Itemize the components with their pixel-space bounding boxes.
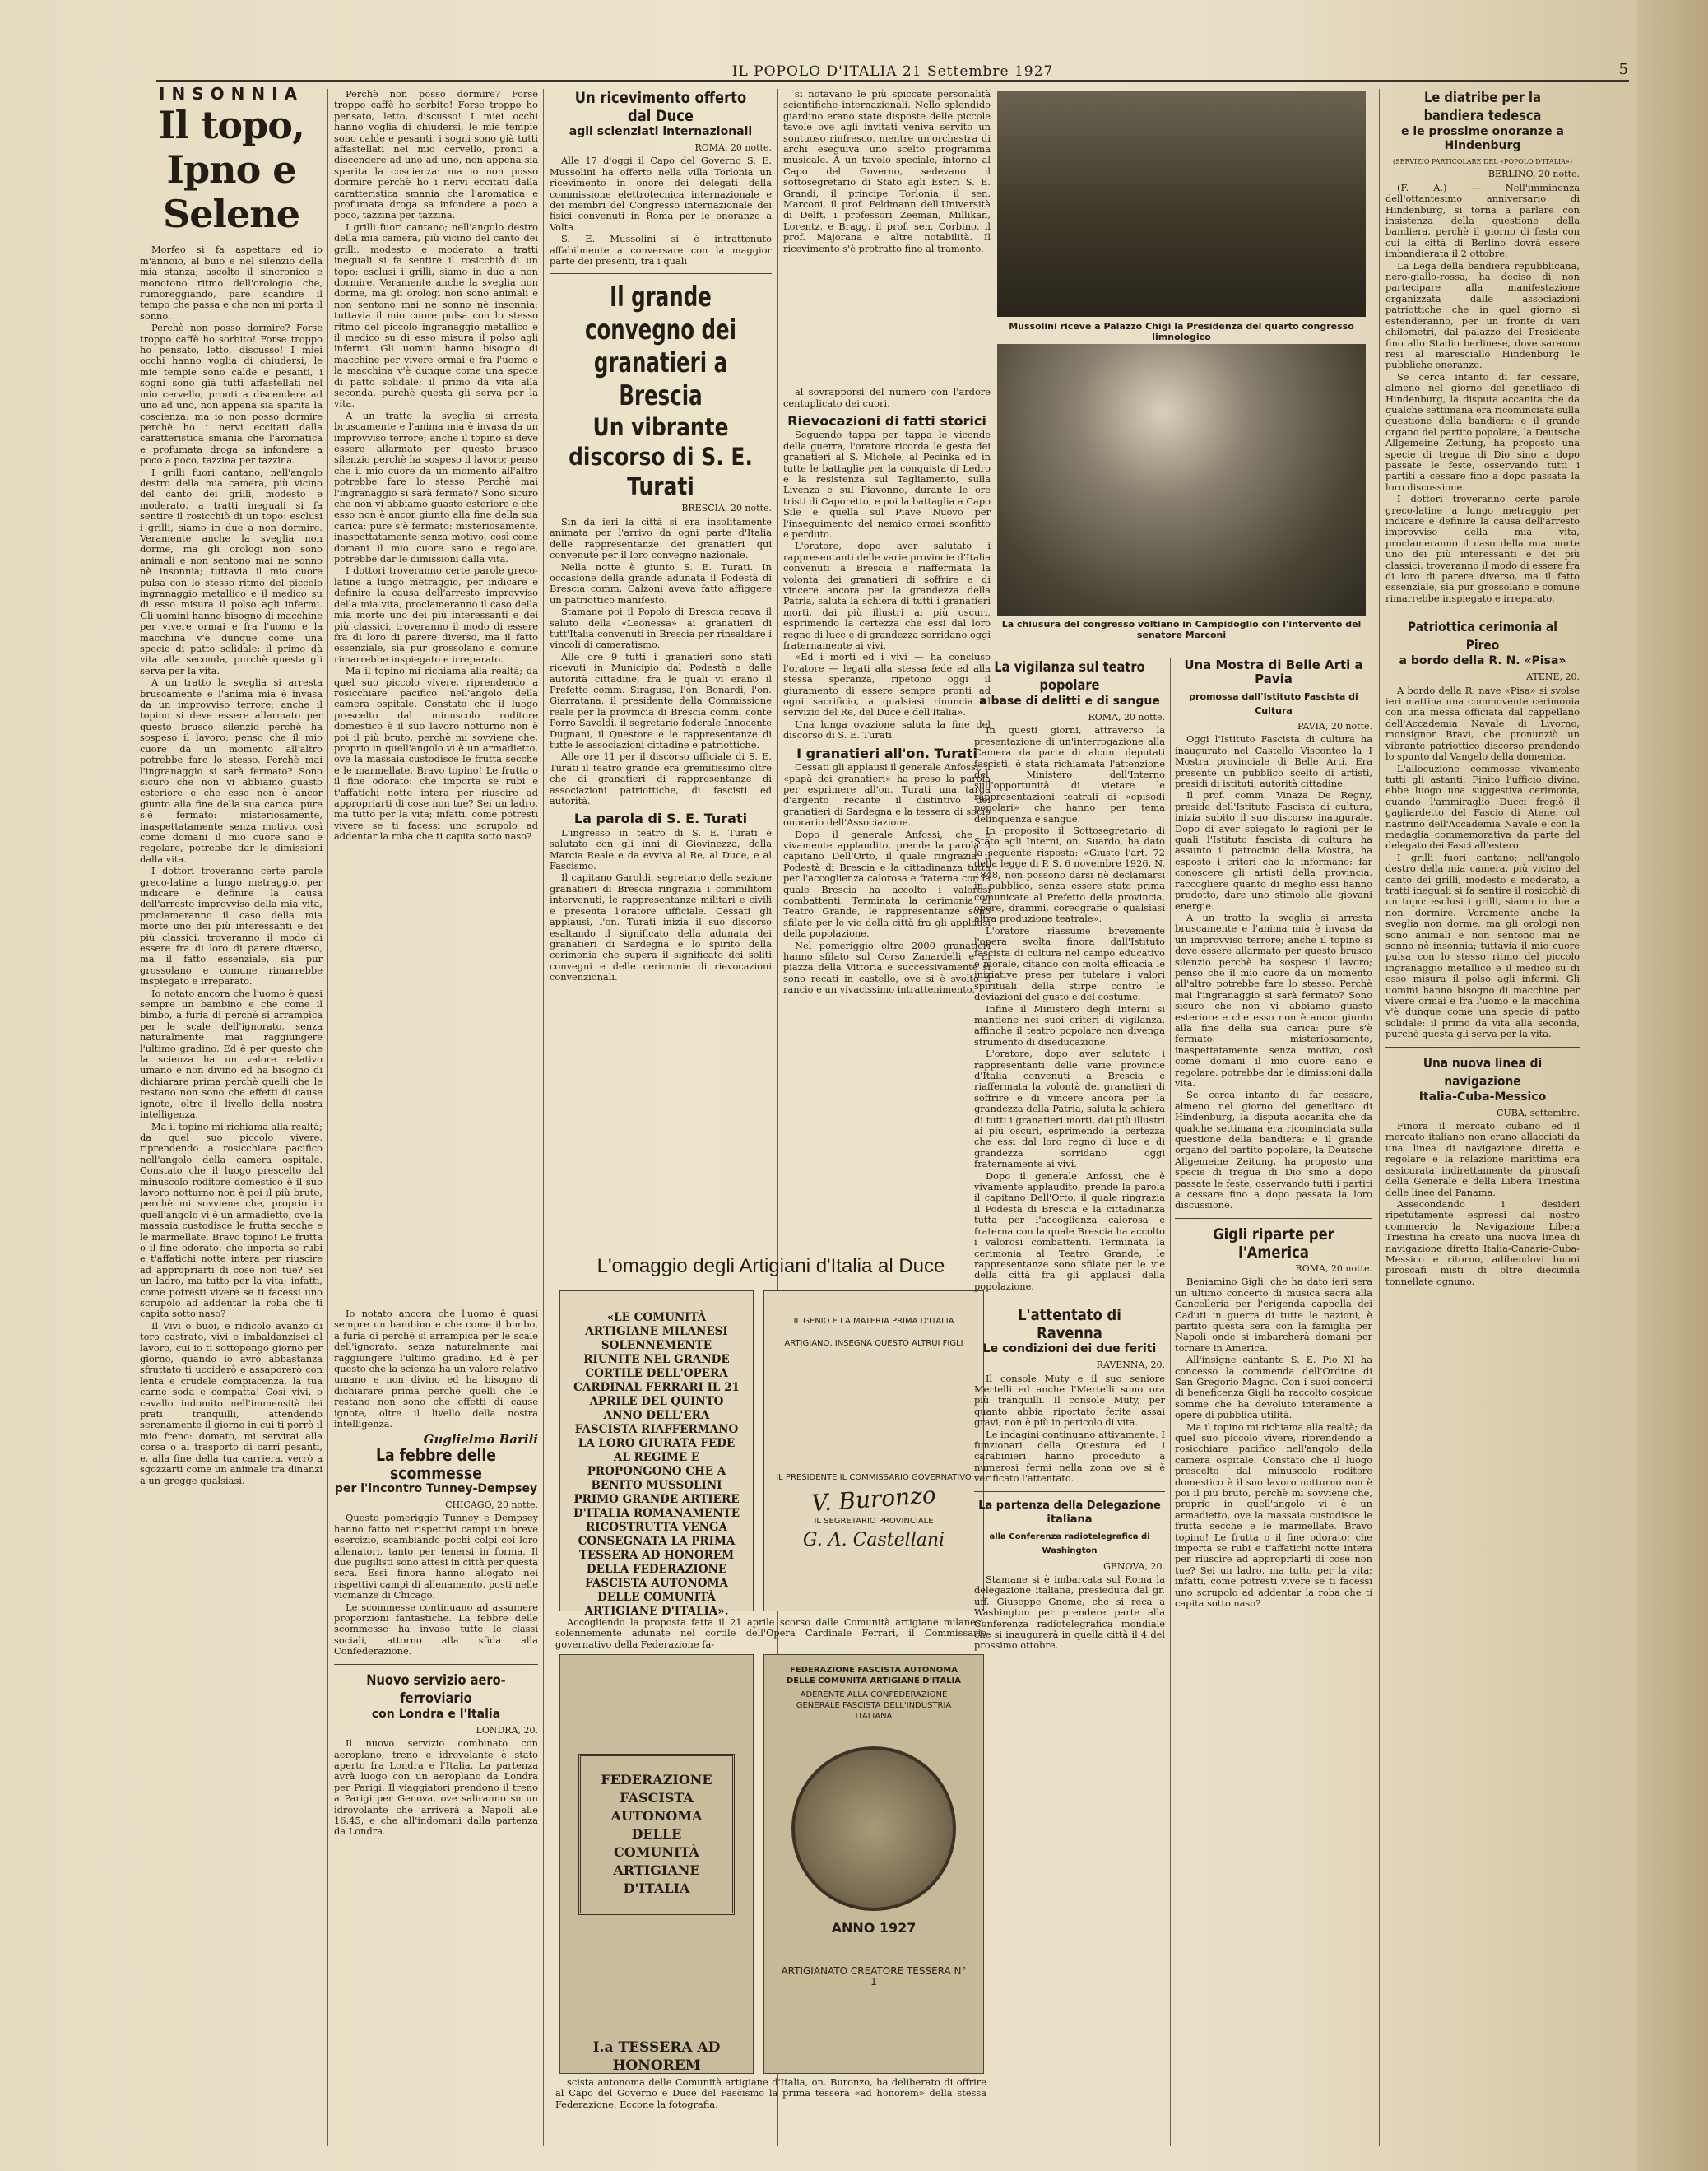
paragraph: Oggi l'Istituto Fascista di cultura ha inaugurato nel Castello Visconteo la I Mostra provinciale di Belle Arti. Era presente un pubblico scelto di artisti, presidi di istituti, autorità cittadine. xyxy=(1175,733,1372,790)
paragraph: scista autonoma delle Comunità artigiane d'Italia, on. Buronzo, ha deliberato di offrire al Capo del Governo e Duce del Fascismo la prima tessera «ad honorem» della stessa Federazione. Eccone la fotografia. xyxy=(555,2076,986,2110)
subheadline: e le prossime onoranze a Hindenburg xyxy=(1401,125,1564,152)
headline: Patriottica cerimonia al Pireo xyxy=(1407,619,1557,653)
signature-buronzo: V. Buronzo xyxy=(810,1481,937,1518)
paragraph: Il nuovo servizio combinato con aeroplano, treno e idrovolante è stato aperto fra Londra e l'Italia. La partenza avrà luogo con un aeroplano da Londra per Parigi. Il viaggiatori prendono il treno a Parigi per Genova, ove saliranno su un idrovolante che arriverà a Napoli alle 16.45, e che all'indomani dalla partenza da Londra. xyxy=(334,1737,538,1838)
secretary-label: IL SEGRETARIO PROVINCIALE xyxy=(814,1517,934,1526)
subheadline: I granatieri all'on. Turati xyxy=(796,745,977,761)
paragraph: Perchè non posso dormire? Forse troppo caffè ho sorbito! Forse troppo ho pensato, letto, discusso! I miei occhi hanno voglia di chiudersi, le mie tempie sono calde e pesanti, i sogni sono già tutti affastellati nel mio cervello, pronti a discendere ad uno ad uno, non appena sia sparita la coscienza: ma io non posso dormire perchè ho i nervi eccitati dalla caratteristica smania che l'aromatica e profumata droga sa infondere a poco a poco, tazzina per tazzina. xyxy=(140,322,323,467)
dateline: CHICAGO, 20 notte. xyxy=(445,1499,538,1510)
paragraph: A un tratto la sveglia si arresta bruscamente e l'anima mia è invasa da un improvviso terrore; anche il topino si deve essere allarmato per questo brusco silenzio perchè ha sospeso il lavoro; penso che il mio cuore da un momento all'altro potrebbe fare lo stesso. Perchè mai l'ingranaggio si sarà fermato? Sono sicuro che non vi abbiamo guasto esteriore e che esso non è ancor giunto alla fine della sua carica: pure s'è fermato: misteriosamente, inaspettatamente senza motivo, così come domani il mio cuore sano e regolare, potrebbe dar le dimissioni dalla vita. xyxy=(140,676,323,865)
headline: Le diatribe per la bandiera tedesca xyxy=(1423,90,1542,124)
paragraph: I dottori troveranno certe parole greco-latine a lungo metraggio, per indicare e definire la causa dell'arresto improvviso della mia vita, proclameranno il caso della mia morte uno dei più interessanti e dei più classici, troveranno il modo di essere fra di loro di parere diverso, ma il fatto essenziale, sia pur grossolano e comune rimarrebbe inspiegato e irreparato. xyxy=(334,565,538,665)
subheadline: per l'incontro Tunney-Dempsey xyxy=(334,1482,538,1495)
paragraph: L'oratore riassume brevemente l'opera svolta finora dall'Istituto fascista di cultura nel campo educativo e morale, citando con molta efficacia le iniziative prese per tutelare i valori spirituali della stirpe contro le deviazioni del gusto e del costume. xyxy=(974,924,1165,1003)
dateline: ROMA, 20 notte. xyxy=(1295,1262,1372,1274)
resolution-text: «LE COMUNITÀ ARTIGIANE MILANESI SOLENNEMENTE RIUNITE NEL GRANDE CORTILE DELL'OPERA CARDINAL FERRARI IL 21 APRILE DEL QUINTO ANNO DELL'ERA FASCISTA RIAFFERMANO LA LORO GIURATA FEDE AL REGIME E PROPONGONO CHE A BENITO MUSSOLINI PRIMO GRANDE ARTIERE D'ITALIA ROMANAMENTE RICOSTRUTTA VENGA CONSEGNATA LA PRIMA TESSERA AD HONOREM DELLA FEDERAZIONE FASCISTA AUTONOMA DELLE COMUNITÀ ARTIGIANE D'ITALIA». xyxy=(573,1311,740,1618)
column-pavia xyxy=(1175,658,1372,2146)
dateline: RAVENNA, 20. xyxy=(1096,1360,1165,1371)
subheadline: Italia-Cuba-Messico xyxy=(1418,1090,1547,1104)
paragraph: Alle 17 d'oggi il Capo del Governo S. E. Mussolini ha offerto nella villa Torlonia un ricevimento in onore dei delegati della commissione elettrotecnica internazionale e dei membri del Congresso internazionale dei fisici convenuti in Roma per le onoranze a Volta. xyxy=(550,155,772,233)
subheadline: alla Conferenza radiotelegrafica di Washington xyxy=(989,1532,1150,1555)
dateline: ROMA, 20 notte. xyxy=(1088,712,1165,723)
motto-sub: ARTIGIANO, INSEGNA QUESTO ALTRUI FIGLI xyxy=(784,1339,963,1348)
column-insonnia xyxy=(140,84,323,2146)
paragraph: I dottori troveranno certe parole greco-latine a lungo metraggio, per indicare e definire la causa dell'arresto improvviso della mia vita, proclameranno il caso della mia morte uno dei più interessanti e dei più classici, troveranno il modo di essere fra di loro di parere diverso, ma il fatto essenziale, sia pur grossolano e comune rimarrebbe inspiegato e irreparato. xyxy=(140,865,323,988)
document-signatures xyxy=(763,1290,984,1611)
subheadline: a base di delitti e di sangue xyxy=(979,695,1160,708)
page-number: 5 xyxy=(1618,61,1629,78)
paragraph: Morfeo si fa aspettare ed io m'annoio, al buio e nel silenzio della mia stanza; ascolto il sincronico e monotono ritmo dell'orologio che, rumoreggiando, pare scandire il tempo che passa e che non mi porta il sonno. xyxy=(140,244,323,322)
column-rule xyxy=(1379,89,1380,2146)
paragraph: L'oratore, dopo aver salutato i rappresentanti delle varie provincie d'Italia convenuti a Brescia e riaffermata la volontà dei granatieri di soffrire e di vincere ancora per la grandezza della Patria, saluta la schiera di tutti i granatieri morti, dai più illustri ai più oscuri, esprimendo la certezza che essi dal loro regno di luce e di grandezza sorridano oggi fraternamente ai vivi. xyxy=(974,1048,1165,1170)
card-number: ARTIGIANATO CREATORE TESSERA N° 1 xyxy=(781,1965,967,1987)
column-insonnia-cont xyxy=(334,89,538,1348)
paragraph: I grilli fuori cantano; nell'angolo destro della mia camera, più vicino del canto dei grilli, modesto e moderato, a tratti ineguali si fa sentire il rosicchiò di un topo: esclusi i grilli, siamo in due a non dormire. Veramente anche la sveglia non dorme, ma gli orologi non sono animali e non sentono mai ne sonno nè insonnia; tuttavia il mio cuore pulsa con lo stesso ritmo del piccolo ingranaggio metallico e il medico su di esso misura il polso agli infermi. Gli uomini hanno bisogno di macchine per vivere ormai e fra l'uomo e la macchina v'è dunque come una specie di patto solidale: il primo dà vita alla seconda, purchè questa gli serva per la vita. xyxy=(334,221,538,410)
paragraph: Sin da ieri la città si era insolitamente animata per l'arrivo da ogni parte d'Italia delle rappresentanze dei granatieri qui convenute per il loro convegno nazionale. xyxy=(550,515,772,561)
membership-card-front xyxy=(559,1654,754,2074)
paragraph: S. E. Mussolini si è intrattenuto affabilmente a conversare con la maggior parte dei presenti, tra i quali xyxy=(550,233,772,267)
photo-caption: Mussolini riceve a Palazzo Chigi la Presidenza del quarto congresso limnologico xyxy=(1009,321,1354,342)
paragraph: Cessati gli applausi il generale Anfossi, il «papà dei granatieri» ha preso la parola per esprimere all'on. Turati una targa d'argento recante il distintivo dei granatieri di Sardegna e la tessera di socio onorario dell'Associazione. xyxy=(783,761,991,829)
motto: IL GENIO E LA MATERIA PRIMA D'ITALIA xyxy=(793,1317,954,1326)
headline: L'attentato di Ravenna xyxy=(1018,1306,1121,1343)
paragraph: A bordo della R. nave «Pisa» si svolse ieri mattina una commovente cerimonia con una messa officiata dal cappellano dell'Accademia Navale di Livorno, monsignor Bravi, che pronunziò un vibrante patriottico discorso prendendo lo spunto dal Vangelo della domenica. xyxy=(1385,684,1580,763)
headline: Un ricevimento offerto dal Duce xyxy=(574,89,747,125)
headline: Gigli riparte per l'America xyxy=(1213,1225,1334,1262)
feature-footer xyxy=(555,2077,986,2135)
paragraph: La Lega della bandiera repubblicana, nero-giallo-rossa, ha deciso di non partecipare alla manifestazione organizzata dalle associazioni patriottiche che in quel giorno si estenderanno, per un fronte di vari chilometri, dal palazzo del Presidente fino allo Stadio berlinese, dove saranno resi al maresciallo Hindenburg le pubbliche onoranze. xyxy=(1385,259,1580,371)
subheadline: agli scienziati internazionali xyxy=(569,125,753,138)
headline: La partenza della Delegazione italiana xyxy=(978,1499,1161,1526)
paragraph: Infine il Ministero degli Interni si mantiene nei suoi criteri di vigilanza, affinchè il teatro popolare non divenga strumento di diseducazione. xyxy=(974,1002,1165,1048)
dateline: BERLINO, 20 notte. xyxy=(1488,169,1580,180)
column-rule xyxy=(543,89,544,2146)
masthead-title: IL POPOLO D'ITALIA 21 Settembre 1927 xyxy=(731,63,1054,80)
paragraph: I grilli fuori cantano; nell'angolo destro della mia camera, più vicino del canto dei grilli, modesto e moderato, a tratti ineguali si fa sentire il rosicchiò di un topo: esclusi i grilli, siamo in due a non dormire. Veramente anche la sveglia non dorme, ma gli orologi non sono animali e non sentono mai ne sonno nè insonnia; tuttavia il mio cuore pulsa con lo stesso ritmo del piccolo ingranaggio metallico e il medico su di esso misura il polso agli infermi. Gli uomini hanno bisogno di macchine per vivere ormai e fra l'uomo e la macchina v'è dunque come una specie di patto solidale: il primo dà vita alla seconda, purchè questa gli serva per la vita. xyxy=(1385,851,1580,1040)
paragraph: Io notato ancora che l'uomo è quasi sempre un bambino e che come il bimbo, a furia di perchè si arrampica per le scale dell'ignorato, senza naturalmente mai raggiungere l'ultimo gradino. Ed è per questo che la scienza ha un valore relativo umano e non divino ed ha bisogno di dichiarare prima perchè quelli che le restano non sono che effetti di cause ignote, oltre il livello della nostra intelligenza. xyxy=(334,1308,538,1430)
paragraph: Seguendo tappa per tappa le vicende della guerra, l'oratore ricorda le gesta dei granatieri al S. Michele, al Pecinka ed in tutte le battaglie per la conquista di Ledro e la resistenza sul Tagliamento, sulla Livenza e sul Piavonno, durante le ore tristi di Caporetto, e poi la battaglia a Capo Sile e quella sul Piave Nuovo per l'inseguimento del nemico ormai sconfitto e perduto. xyxy=(783,429,991,540)
paragraph: Il prof. comm. Vinaza De Regny, preside dell'Istituto Fascista di cultura, inizia subito il suo discorso inaugurale. Dopo di aver spiegato le ragioni per le quali l'Istituto fascista di cultura ha assunto il patrocinio della Mostra, ha esposto i criteri che la informano: far conoscere gli artisti della provincia, raccogliere quanto di meglio essi hanno prodotto, dare uno stimolo alle giovani energie. xyxy=(1175,789,1372,912)
paragraph: Dopo il generale Anfossi, che è vivamente applaudito, prende la parola il capitano Dell'Orto, il quale ringrazia il Podestà di Brescia e la cittadinanza tutta per l'accoglienza calorosa e fraterna con la quale Brescia ha accolto i valorosi combattenti. Terminata la cerimonia al Teatro Grande, le rappresentanze sono sfilate per le vie della città fra gli applausi della popolazione. xyxy=(974,1169,1165,1292)
paragraph: L'oratore, dopo aver salutato i rappresentanti delle varie provincie d'Italia convenuti a Brescia e riaffermata la volontà dei granatieri di soffrire e di vincere ancora per la grandezza della Patria, saluta la schiera di tutti i granatieri morti, dai più illustri ai più oscuri, esprimendo la certezza che essi dal loro regno di luce e di grandezza sorridano oggi fraternamente ai vivi. xyxy=(783,540,991,652)
paragraph: Il capitano Garoldi, segretario della sezione granatieri di Brescia ringrazia i commilitoni intervenuti, le rappresentanze militari e civili e presenta l'oratore ufficiale. Cessati gli applausi, l'on. Turati inizia il suo discorso esaltando il significato della adunata dei granatieri di Sardegna e lo spirito della cerimonia che supera il significato dei soliti convegni e delle cerimonie di rievocazioni convenzionali. xyxy=(550,872,772,983)
dateline: ATENE, 20. xyxy=(1526,672,1580,683)
paragraph: All'insigne cantante S. E. Pio XI ha concesso la commenda dell'Ordine di San Gregorio Magno. Con i suoi concerti di beneficenza Gigli ha raccolto cospicue somme che ha devoluto interamente a opere di pubblica utilità. xyxy=(1175,1354,1372,1421)
paragraph: Stamane si è imbarcata sul Roma la delegazione italiana, presieduta dal gr. uff. Giuseppe Gneme, che si reca a Washington per prendere parte alla Conferenza radiotelegrafica mondiale che si inaugurerà in quella città il 4 del prossimo ottobre. xyxy=(974,1574,1165,1652)
paragraph: L'allocuzione commosse vivamente tutti gli astanti. Finito l'ufficio divino, ebbe luogo una suggestiva cerimonia, quando l'ammiraglio Ducci fregiò il gagliardetto del Fascio di Atene, col nastrino dell'Accademia Navale e con la medaglia commemorativa da parte del delegato dei Fasci all'estero. xyxy=(1385,762,1580,852)
paragraph: Se cerca intanto di far cessare, almeno nel giorno del genetliaco di Hindenburg, la disputa accanita che da qualche settimana era ricominciata sulla questione della bandiera: e il grande organo del partito popolare, la Deutsche Allgemeine Zeitung, ha proposto una specie di tregua di Dio sino a dopo passate le feste, osservando tutti i partiti a cessare fino a dopo passata la loro discussione. xyxy=(1385,370,1580,493)
signature-castellani: G. A. Castellani xyxy=(802,1530,945,1550)
paragraph: L'ingresso in teatro di S. E. Turati è salutato con gli inni di Giovinezza, della Marcia Reale e da evviva al Re, al Duce, e al Fascismo. xyxy=(550,826,772,872)
subheadline: con Londra e l'Italia xyxy=(371,1707,501,1721)
paragraph: Beniamino Gigli, che ha dato ieri sera un ultimo concerto di musica sacra alla Cancelleria per l'erigenda cappella dei Caduti in guerra di tutte le nazioni, è partito questa sera con la famiglia per Napoli onde si imbarcherà domani per tornare in America. xyxy=(1175,1276,1372,1354)
author-signature: Guglielmo Barili xyxy=(423,1432,538,1448)
paragraph: Le scommesse continuano ad assumere proporzioni fantastiche. La febbre delle scommesse ha invaso tutte le classi sociali, attorno alla sfida alla Confederazione. xyxy=(334,1601,538,1657)
paragraph: Assecondando i desideri ripetutamente espressi dal nostro commercio la Navigazione Libera Triestina ha creato una nuova linea di navigazione diretta Italia-Canarie-Cuba-Messico e ritorno, adibendovi buoni piroscafi misti di oltre diecimila tonnellate ognuno. xyxy=(1385,1197,1580,1287)
document-resolution xyxy=(559,1290,754,1618)
card-subheading: ADERENTE ALLA CONFEDERAZIONE GENERALE FASCISTA DELL'INDUSTRIA ITALIANA xyxy=(796,1690,952,1721)
dateline: CUBA, settembre. xyxy=(1497,1107,1580,1118)
headline: La febbre delle scommesse xyxy=(376,1445,496,1483)
column-duce-reception xyxy=(550,89,772,1259)
dateline: PAVIA, 20 notte. xyxy=(1297,721,1372,732)
column-rule xyxy=(1170,658,1171,2146)
paragraph: Ma il topino mi richiama alla realtà; da quel suo piccolo vivere, riprendendo a rosicchiare pacifico nell'angolo della camera ospitale. Constato che il luogo prescelto dal minuscolo roditore domestico è il suo lavoro notturno non è poi il più bruto, perchè mi sovviene che, proprio in quell'angolo vi è un armadietto, ove la massaia custodisce le frutta secche e le marmellate. Bravo topino! Le frutta o il fine odorato: che importa se rubi e t'affatichi notte intera per riuscire ad appropriarti di cose non tue? Sei un ladro, ma tutto per la vita; infatti, come potresti vivere se ti facessi uno scrupolo ad addentar la roba che ti capita sotto naso? xyxy=(140,1120,323,1320)
subheadline: La parola di S. E. Turati xyxy=(573,811,748,827)
paragraph: Nella notte è giunto S. E. Turati. In occasione della grande adunata il Podestà di Brescia comm. Calzoni aveva fatto affiggere un patriottico manifesto. xyxy=(550,560,772,606)
paragraph: Accogliendo la proposta fatta il 21 aprile scorso dalle Comunità artigiane milanesi, solennemente adunate nel cortile dell'Opera Cardinale Ferrari, il Commissario governativo della Federazione fa- xyxy=(555,1616,986,1650)
paragraph: Nel pomeriggio oltre 2000 granatieri hanno sfilato sul Corso Zanardelli e in piazza della Vittoria e successivamente si sono recati in castello, ove si è svolto il rancio e un vivacissimo intrattenimento. xyxy=(783,939,991,996)
dateline: GENOVA, 20. xyxy=(1103,1560,1165,1572)
feature-title: L'omaggio degli Artigiani d'Italia al Duce xyxy=(596,1255,945,1277)
column-germany xyxy=(1385,89,1580,2146)
headline: Nuovo servizio aero-ferroviario xyxy=(366,1671,506,1707)
paragraph: Alle ore 11 per il discorso ufficiale di S. E. Turati il teatro grande era gremitissimo oltre che di granatieri di rappresentanze di associazioni patriottiche, di fascisti ed autorità. xyxy=(550,751,772,807)
photo-campidoglio-congress xyxy=(997,344,1366,616)
paragraph: Il Vivi o buoi, e ridicolo avanzo di toro castrato, vivi e imbaldanzisci al lavoro, cui io ti sottopongo giorno per giorno, quando io avrò abbastanza sfruttato ti ucciderò e assaporerò con lenta e crudele compiacenza, la tua carne soda e compatta! Così vivi, o cavallo indomito nell'immensità dei prati tranquilli, attendendo serenamente il giorno in cui ti porrò il mio freno: domato, mi servirai alla corsa o al trasporto di carri pesanti, e, alla fine della tua carriera, verrò a sgozzarti come un animale tra dinanzi a un gregge qualsiasi. xyxy=(140,1319,323,1486)
column-sports xyxy=(334,1432,538,2146)
paragraph: I dottori troveranno certe parole greco-latine a lungo metraggio, per indicare e definire la causa dell'arresto improvviso della mia vita, proclameranno il caso della mia morte uno dei più interessanti e dei più classici, troveranno il modo di essere fra di loro di parere diverso, ma il fatto essenziale, sia pur grossolano e comune rimarrebbe inspiegato e irreparato. xyxy=(1385,493,1580,604)
paragraph: (F. A.) — Nell'imminenza dell'ottantesimo anniversario di Hindenburg, si torna a parlare con insistenza della questione della bandiera, perchè il giorno di festa con cui la città di Berlino dovrà essere imbandierata il 2 ottobre. xyxy=(1385,181,1580,260)
paragraph: Alle ore 9 tutti i granatieri sono stati ricevuti in Municipio dal Podestà e dalle autorità cittadine, fra le quali vi erano il Prefetto comm. Siragusa, l'on. Bonardi, l'on. Giarratana, il presidente della Commissione reale per la provincia di Brescia comm. conte Porro Savoldi, il segretario federale Innocente Dugnani, il Questore e le rappresentanze di tutte le associazioni cittadine e patriottiche. xyxy=(550,650,772,751)
photo-caption: La chiusura del congresso voltiano in Campidoglio con l'intervento del senatore Marconi xyxy=(1001,619,1362,640)
paragraph: Finora il mercato cubano ed il mercato italiano non erano allacciati da una linea di navigazione diretta e regolare e la relazione marittima era assicurata indirettamente da piroscafi della Generale e della Libera Triestina delle linee del Panama. xyxy=(1385,1120,1580,1198)
kicker: INSONNIA xyxy=(159,84,304,104)
subheadline: Le condizioni dei due feriti xyxy=(982,1342,1157,1356)
signature-block xyxy=(334,1308,538,1448)
subheadline: promossa dall'Istituto Fascista di Cultura xyxy=(1189,691,1358,716)
paragraph: Il console Muty e il suo seniore Mertelli ed anche l'Mertelli sono ora più tranquilli. Il console Muty, per quanto abbia riportato ferite assai gravi, non è più in pericolo di vita. xyxy=(974,1372,1165,1429)
paragraph: Ma il topino mi richiama alla realtà; da quel suo piccolo vivere, riprendendo a rosicchiare pacifico nell'angolo della camera ospitale. Constato che il luogo prescelto dal minuscolo roditore domestico è il suo lavoro notturno non è poi il più bruto, perchè mi sovviene che, proprio in quell'angolo vi è un armadietto, ove la massaia custodisce le frutta secche e le marmellate. Bravo topino! Le frutta o il fine odorato: che importa se rubi e t'affatichi notte intera per riuscire ad appropriarti di cose non tue? Sei un ladro, ma tutto per la vita; infatti, come potresti vivere se ti facessi uno scrupolo ad addentar la roba che ti capita sotto naso? xyxy=(334,665,538,843)
card-heading: FEDERAZIONE FASCISTA AUTONOMA DELLE COMUNITÀ ARTIGIANE D'ITALIA xyxy=(786,1666,962,1685)
president-label: IL PRESIDENTE IL COMMISSARIO GOVERNATIVO xyxy=(776,1473,972,1482)
headline: La vigilanza sul teatro popolare xyxy=(994,659,1145,694)
paragraph: Io notato ancora che l'uomo è quasi sempre un bambino e che come il bimbo, a furia di perchè si arrampica per le scale dell'ignorato, senza naturalmente mai raggiungere l'ultimo gradino. Ed è per questo che la scienza ha un valore relativo umano e non divino ed ha bisogno di dichiarare prima perchè quelli che le restano non sono che effetti di cause ignote, oltre il livello della nostra intelligenza. xyxy=(140,987,323,1121)
paragraph: Se cerca intanto di far cessare, almeno nel giorno del genetliaco di Hindenburg, la disputa accanita che da qualche settimana era ricominciata sulla questione della bandiera: e il grande organo del partito popolare, la Deutsche Allgemeine Zeitung, ha proposto una specie di tregua di Dio sino a dopo passate le feste, osservando tutti i partiti a cessare fino a dopo passata la loro discussione. xyxy=(1175,1089,1372,1211)
paragraph: I grilli fuori cantano; nell'angolo destro della mia camera, più vicino del canto dei grilli, modesto e moderato, a tratti ineguali si fa sentire il rosicchiò di un topo: esclusi i grilli, siamo in due a non dormire. Veramente anche la sveglia non dorme, ma gli orologi non sono animali e non sentono mai ne sonno nè insonnia; tuttavia il mio cuore pulsa con lo stesso ritmo del piccolo ingranaggio metallico e il medico su di esso misura il polso agli infermi. Gli uomini hanno bisogno di macchine per vivere ormai e fra l'uomo e la macchina v'è dunque come una specie di patto solidale: il primo dà vita alla seconda, purchè questa gli serva per la vita. xyxy=(140,466,323,676)
headline: Una Mostra di Belle Arti a Pavia xyxy=(1184,658,1363,686)
paragraph: Questo pomeriggio Tunney e Dempsey hanno fatto nei rispettivi campi un breve esercizio, scambiando pochi colpi coi loro allenatori, tanto per tenersi in forma. Il due pugilisti sono attesi in città per questa sera. Essi finora hanno allogato nei rispettivi campi di allenamento, posti nelle vicinanze di Chicago. xyxy=(334,1512,538,1602)
membership-card-back xyxy=(763,1654,984,2074)
dateline: ROMA, 20 notte. xyxy=(694,142,772,153)
card-year: ANNO 1927 xyxy=(831,1920,917,1936)
dateline: BRESCIA, 20 notte. xyxy=(681,503,772,514)
paragraph: In questi giorni, attraverso la presentazione di un'interrogazione alla Camera da parte di alcuni deputati fascisti, è stata richiamata l'attenzione del Ministero dell'Interno sull'opportunità di vietare le rappresentazioni teatrali di «episodi popolari» che hanno per tema delinquenza e sangue. xyxy=(974,724,1165,825)
paragraph: Una lunga ovazione saluta la fine del discorso di S. E. Turati. xyxy=(783,718,991,741)
paragraph: In proposito il Sottosegretario di Stato agli Interni, on. Suardo, ha dato la seguente risposta: «Giusto l'art. 72 della legge di P. S. 6 novembre 1926, N. 1848, non possono darsi nè declamarsi in pubblico, senza essere state prima comunicate al Prefetto della provincia, opere, drammi, coreografie o qualsiasi altra produzione teatrale». xyxy=(974,825,1165,925)
subheadline: a bordo della R. N. «Pisa» xyxy=(1399,654,1566,668)
service-note: (SERVIZIO PARTICOLARE DEL «POPOLO D'ITALIA») xyxy=(1393,158,1572,165)
paragraph: «Ed i morti ed i vivi — ha concluso l'oratore — legati alla stessa fede ed alla stessa speranza, ripetono oggi il giuramento di essere sempre pronti ad ogni sacrificio, a qualsiasi rinuncia al servizio del Re, del Duce e dell'Italia». xyxy=(783,651,991,718)
paragraph: Stamane poi il Popolo di Brescia recava il saluto della «Leonessa» ai granatieri di tutt'Italia convenuti in Brescia per rinsaldare i vincoli di cameratismo. xyxy=(550,606,772,651)
emblem-medallion xyxy=(791,1746,956,1911)
column-teatro xyxy=(974,658,1165,2146)
headline: Il topo, Ipno e Selene xyxy=(158,103,304,237)
paragraph: al sovrapporsi del numero con l'ardore centuplicato dei cuori. xyxy=(783,386,991,409)
card-label: I.a TESSERA AD HONOREM xyxy=(592,2039,721,2074)
dateline: LONDRA, 20. xyxy=(476,1724,538,1736)
paragraph: A un tratto la sveglia si arresta bruscamente e l'anima mia è invasa da un improvviso terrore; anche il topino si deve essere allarmato per questo brusco silenzio perchè ha sospeso il lavoro; penso che il mio cuore da un momento all'altro potrebbe fare lo stesso. Perchè mai l'ingranaggio si sarà fermato? Sono sicuro che non vi abbiamo guasto esteriore e che esso non è ancor giunto alla fine della sua carica: pure s'è fermato: misteriosamente, inaspettatamente senza motivo, così come domani il mio cuore sano e regolare, potrebbe dar le dimissioni dalla vita. xyxy=(334,409,538,565)
headline: Il grande convegno dei granatieri a Brescia xyxy=(584,281,737,413)
page-edge xyxy=(1637,0,1708,2171)
paragraph: Ma il topino mi richiama alla realtà; da quel suo piccolo vivere, riprendendo a rosicchiare pacifico nell'angolo della camera ospitale. Constato che il luogo prescelto dal minuscolo roditore domestico è il suo lavoro notturno non è poi il più bruto, perchè mi sovviene che, proprio in quell'angolo vi è un armadietto, ove la massaia custodisce le frutta secche e le marmellate. Bravo topino! Le frutta o il fine odorato: che importa se rubi e t'affatichi notte intera per riuscire ad appropriarti di cose non tue? Sei un ladro, ma tutto per la vita; infatti, come potresti vivere se ti facessi uno scrupolo ad addentar la roba che ti capita sotto naso? xyxy=(1175,1420,1372,1610)
paragraph: Perchè non posso dormire? Forse troppo caffè ho sorbito! Forse troppo ho pensato, letto, discusso! I miei occhi hanno voglia di chiudersi, le mie tempie sono calde e pesanti, i sogni sono già tutti affastellati nel mio cervello, pronti a discendere ad uno ad uno, non appena sia sparita la coscienza: ma io non posso dormire perchè ho i nervi eccitati dalla caratteristica smania che l'aromatica e profumata droga sa infondere a poco a poco, tazzina per tazzina. xyxy=(334,88,538,221)
column-rule xyxy=(327,89,328,2146)
masthead xyxy=(156,61,1629,82)
subheadline: Rievocazioni di fatti storici xyxy=(787,412,986,429)
headline: Un vibrante discorso di S. E. Turati xyxy=(569,413,753,501)
paragraph: si notavano le più spiccate personalità scientifiche internazionali. Nello splendido giardino erano state disposte delle piccole tavole ove agli invitati veniva servito un sontuoso rinfresco, mentre un'orchestra di archi eseguiva uno scelto programma musicale. A un tavolo speciale, intorno al Capo del Governo, sedevano il sottosegretario di Stato agli Esteri S. E. Grandi, il principe Torlonia, il sen. Marconi, il prof. Feldmann dell'Università di Delft, i professori Zeeman, Millikan, Lorentz, e Bragg, il prof. sen. Corbino, il prof. Majorana e altre notabilità. Il ricevimento s'è protratto fino al tramonto. xyxy=(783,88,991,254)
headline: Una nuova linea di navigazione xyxy=(1423,1054,1543,1089)
column-granatieri xyxy=(783,89,991,1259)
card-title: FEDERAZIONE FASCISTA AUTONOMA DELLE COMUNITÀ ARTIGIANE D'ITALIA xyxy=(578,1754,735,1915)
photo-mussolini-congress xyxy=(997,91,1366,317)
paragraph: Dopo il generale Anfossi, che è vivamente applaudito, prende la parola il capitano Dell'Orto, il quale ringrazia il Podestà di Brescia e la cittadinanza tutta per l'accoglienza calorosa e fraterna con la quale Brescia ha accolto i valorosi combattenti. Terminata la cerimonia al Teatro Grande, le rappresentanze sono sfilate per le vie della città fra gli applausi della popolazione. xyxy=(783,828,991,940)
feature-caption xyxy=(555,1617,986,1652)
paragraph: Le indagini continuano attivamente. I funzionari della Questura ed i carabinieri hanno proceduto a numerosi fermi nella zona ove si è verificato l'attentato. xyxy=(974,1428,1165,1485)
paragraph: A un tratto la sveglia si arresta bruscamente e l'anima mia è invasa da un improvviso terrore; anche il topino si deve essere allarmato per questo brusco silenzio perchè ha sospeso il lavoro; penso che il mio cuore da un momento all'altro potrebbe fare lo stesso. Perchè mai l'ingranaggio si sarà fermato? Sono sicuro che non vi abbiamo guasto esteriore e che esso non è ancor giunto alla fine della sua carica: pure s'è fermato: misteriosamente, inaspettatamente senza motivo, così come domani il mio cuore sano e regolare, potrebbe dar le dimissioni dalla vita. xyxy=(1175,911,1372,1089)
